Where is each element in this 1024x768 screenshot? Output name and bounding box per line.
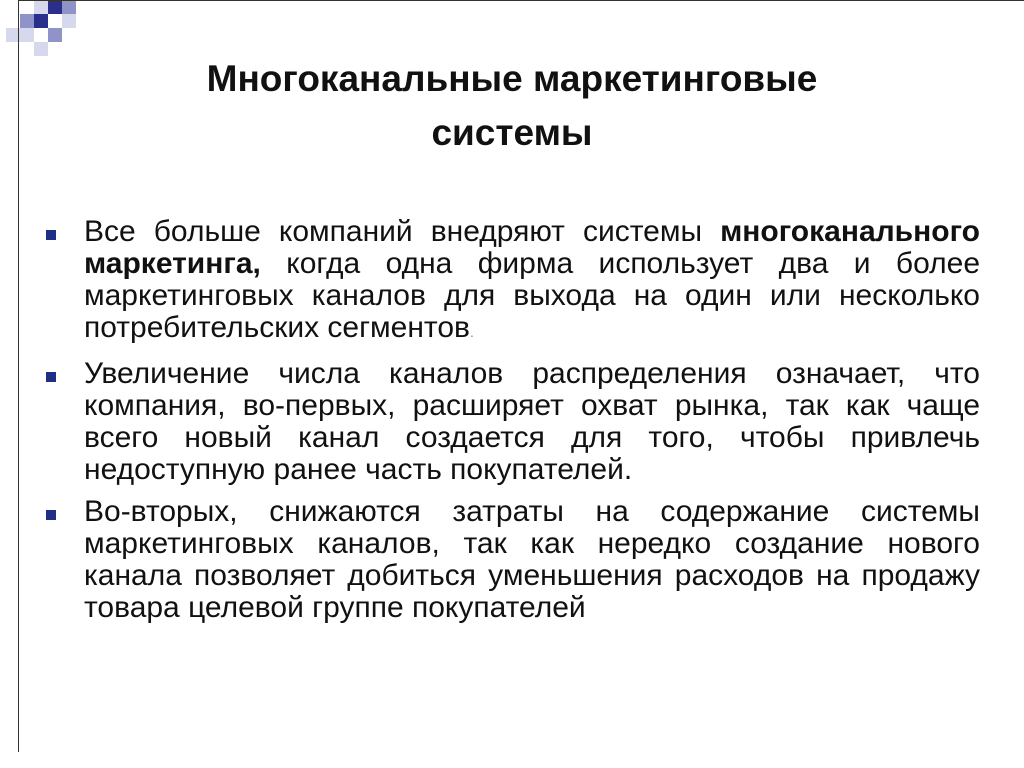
bullet-1-intro: Все больше компаний внедряют системы — [84, 215, 721, 248]
square-bullet-icon — [46, 372, 56, 382]
bullet-item-3 — [40, 496, 980, 624]
slide-title — [80, 52, 944, 160]
bullet-1-period: . — [469, 324, 474, 340]
bullet-text-3: Во-вторых, снижаются затраты на содержание системы маркетинговых каналов, так как нередко создание нового канала позволяет добиться уменьшения расходов на продажу товара целевой группе покупателей — [84, 495, 980, 624]
bullet-item-1 — [40, 216, 980, 348]
bullet-text-2: Увеличение числа каналов распределения означает, что компания, во-первых, расширяет охват рынка, так как чаще всего новый канал создается для того, чтобы привлечь недоступную ранее часть покупателей. — [84, 357, 980, 486]
title-line-1: Многоканальные маркетинговые — [206, 58, 818, 99]
bullet-item-2 — [40, 358, 980, 486]
bullet-text-1 — [84, 216, 980, 348]
square-bullet-icon — [46, 230, 56, 240]
bullet-1-rest: когда одна фирма использует два и более маркетинговых каналов для выхода на один или несколько потребительских сегментов — [84, 247, 980, 344]
bullet-list — [40, 216, 980, 634]
title-line-2: системы — [431, 112, 593, 153]
square-bullet-icon — [46, 510, 56, 520]
bullet-1-emphasis: многоканального маркетинга, — [84, 215, 980, 280]
